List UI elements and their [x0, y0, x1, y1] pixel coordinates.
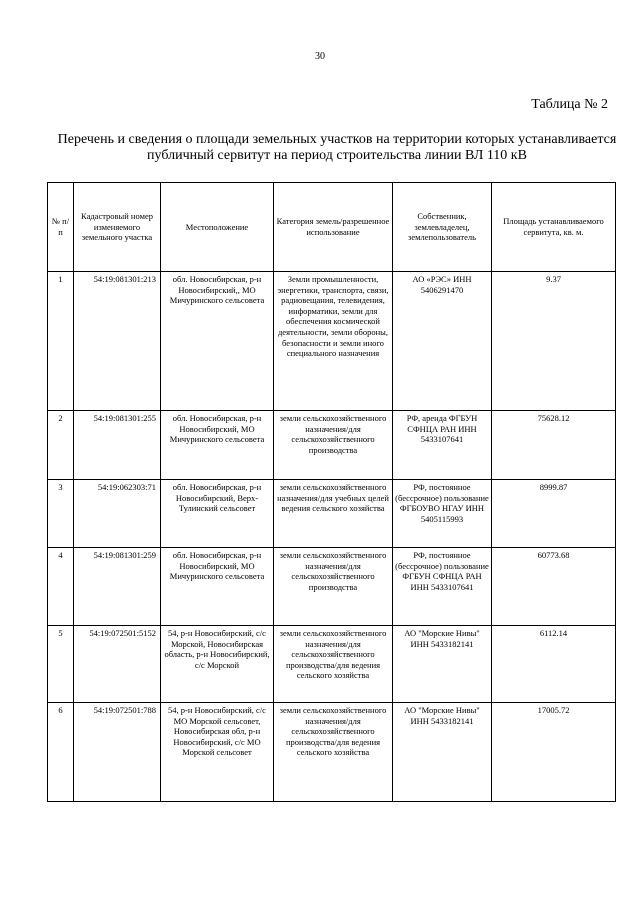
land-category: земли сельскохозяйственного назначения/для сельскохозяйственного производства	[274, 548, 393, 626]
servitude-area: 9.37	[492, 272, 616, 411]
cadastral-number: 54:19:081301:213	[74, 272, 161, 411]
table-row	[48, 411, 616, 480]
document-title: Перечень и сведения о площади земельных участков на территории которых устанавливается публичный сервитут на период строительства линии ВЛ 110 кВ	[57, 132, 617, 163]
cadastral-number: 54:19:072501:788	[74, 703, 161, 802]
owner: АО "Морские Нивы" ИНН 5433182141	[393, 703, 492, 802]
column-header-area: Площадь устанавливаемого сервитута, кв. м.	[492, 183, 616, 272]
location: 54, р-н Новосибирский, с/с Морской, Новосибирская область, р-н Новосибирский, с/с Морской	[161, 626, 274, 703]
land-category: земли сельскохозяйственного назначения/для сельскохозяйственного производства/для ведения сельского хозяйства	[274, 626, 393, 703]
owner: АО "Морские Нивы" ИНН 5433182141	[393, 626, 492, 703]
cadastral-number: 54:19:062303:71	[74, 480, 161, 548]
table-row	[48, 548, 616, 626]
row-number: 4	[48, 548, 74, 626]
land-category: земли сельскохозяйственного назначения/для учебных целей ведения сельского хозяйства	[274, 480, 393, 548]
location: обл. Новосибирская, р-н Новосибирский,, МО Мичуринского сельсовета	[161, 272, 274, 411]
row-number: 1	[48, 272, 74, 411]
location: обл. Новосибирская, р-н Новосибирский, МО Мичуринского сельсовета	[161, 548, 274, 626]
table-header-row	[48, 183, 616, 272]
owner: РФ, постоянное (бессрочное) пользование ФГБУН СФНЦА РАН ИНН 5433107641	[393, 548, 492, 626]
owner: РФ, постоянное (бессрочное) пользование ФГБОУВО НГАУ ИНН 5405115993	[393, 480, 492, 548]
servitude-area: 17005.72	[492, 703, 616, 802]
owner: РФ, аренда ФГБУН СФНЦА РАН ИНН 5433107641	[393, 411, 492, 480]
location: 54, р-н Новосибирский, с/с МО Морской сельсовет, Новосибирская обл, р-н Новосибирский, с/с МО Морской сельсовет	[161, 703, 274, 802]
row-number: 3	[48, 480, 74, 548]
column-header-owner: Собственник, землевладелец, землепользователь	[393, 183, 492, 272]
owner: АО «РЭС» ИНН 5406291470	[393, 272, 492, 411]
land-plots-table	[47, 182, 616, 802]
column-header-category: Категория земель/разрешенное использование	[274, 183, 393, 272]
table-row	[48, 703, 616, 802]
cadastral-number: 54:19:081301:259	[74, 548, 161, 626]
land-category: земли сельскохозяйственного назначения/для сельскохозяйственного производства	[274, 411, 393, 480]
row-number: 2	[48, 411, 74, 480]
location: обл. Новосибирская, р-н Новосибирский, Верх-Тулинский сельсовет	[161, 480, 274, 548]
location: обл. Новосибирская, р-н Новосибирский, МО Мичуринского сельсовета	[161, 411, 274, 480]
column-header-location: Местоположение	[161, 183, 274, 272]
column-header-number: № п/п	[48, 183, 74, 272]
table-row	[48, 626, 616, 703]
servitude-area: 8999.87	[492, 480, 616, 548]
cadastral-number: 54:19:072501:5152	[74, 626, 161, 703]
cadastral-number: 54:19:081301:255	[74, 411, 161, 480]
servitude-area: 6112.14	[492, 626, 616, 703]
page-number: 30	[315, 51, 325, 62]
table-label: Таблица № 2	[531, 97, 608, 112]
row-number: 6	[48, 703, 74, 802]
servitude-area: 60773.68	[492, 548, 616, 626]
table-row	[48, 272, 616, 411]
table-row	[48, 480, 616, 548]
land-category: Земли промышленности, энергетики, транспорта, связи, радиовещания, телевидения, информатики, земли для обеспечения космической деятельности, земли обороны, безопасности и земли иного специального назначения	[274, 272, 393, 411]
row-number: 5	[48, 626, 74, 703]
servitude-area: 75628.12	[492, 411, 616, 480]
land-category: земли сельскохозяйственного назначения/для сельскохозяйственного производства/для ведения сельского хозяйства	[274, 703, 393, 802]
column-header-cadastral: Кадастровый номер изменяемого земельного участка	[74, 183, 161, 272]
